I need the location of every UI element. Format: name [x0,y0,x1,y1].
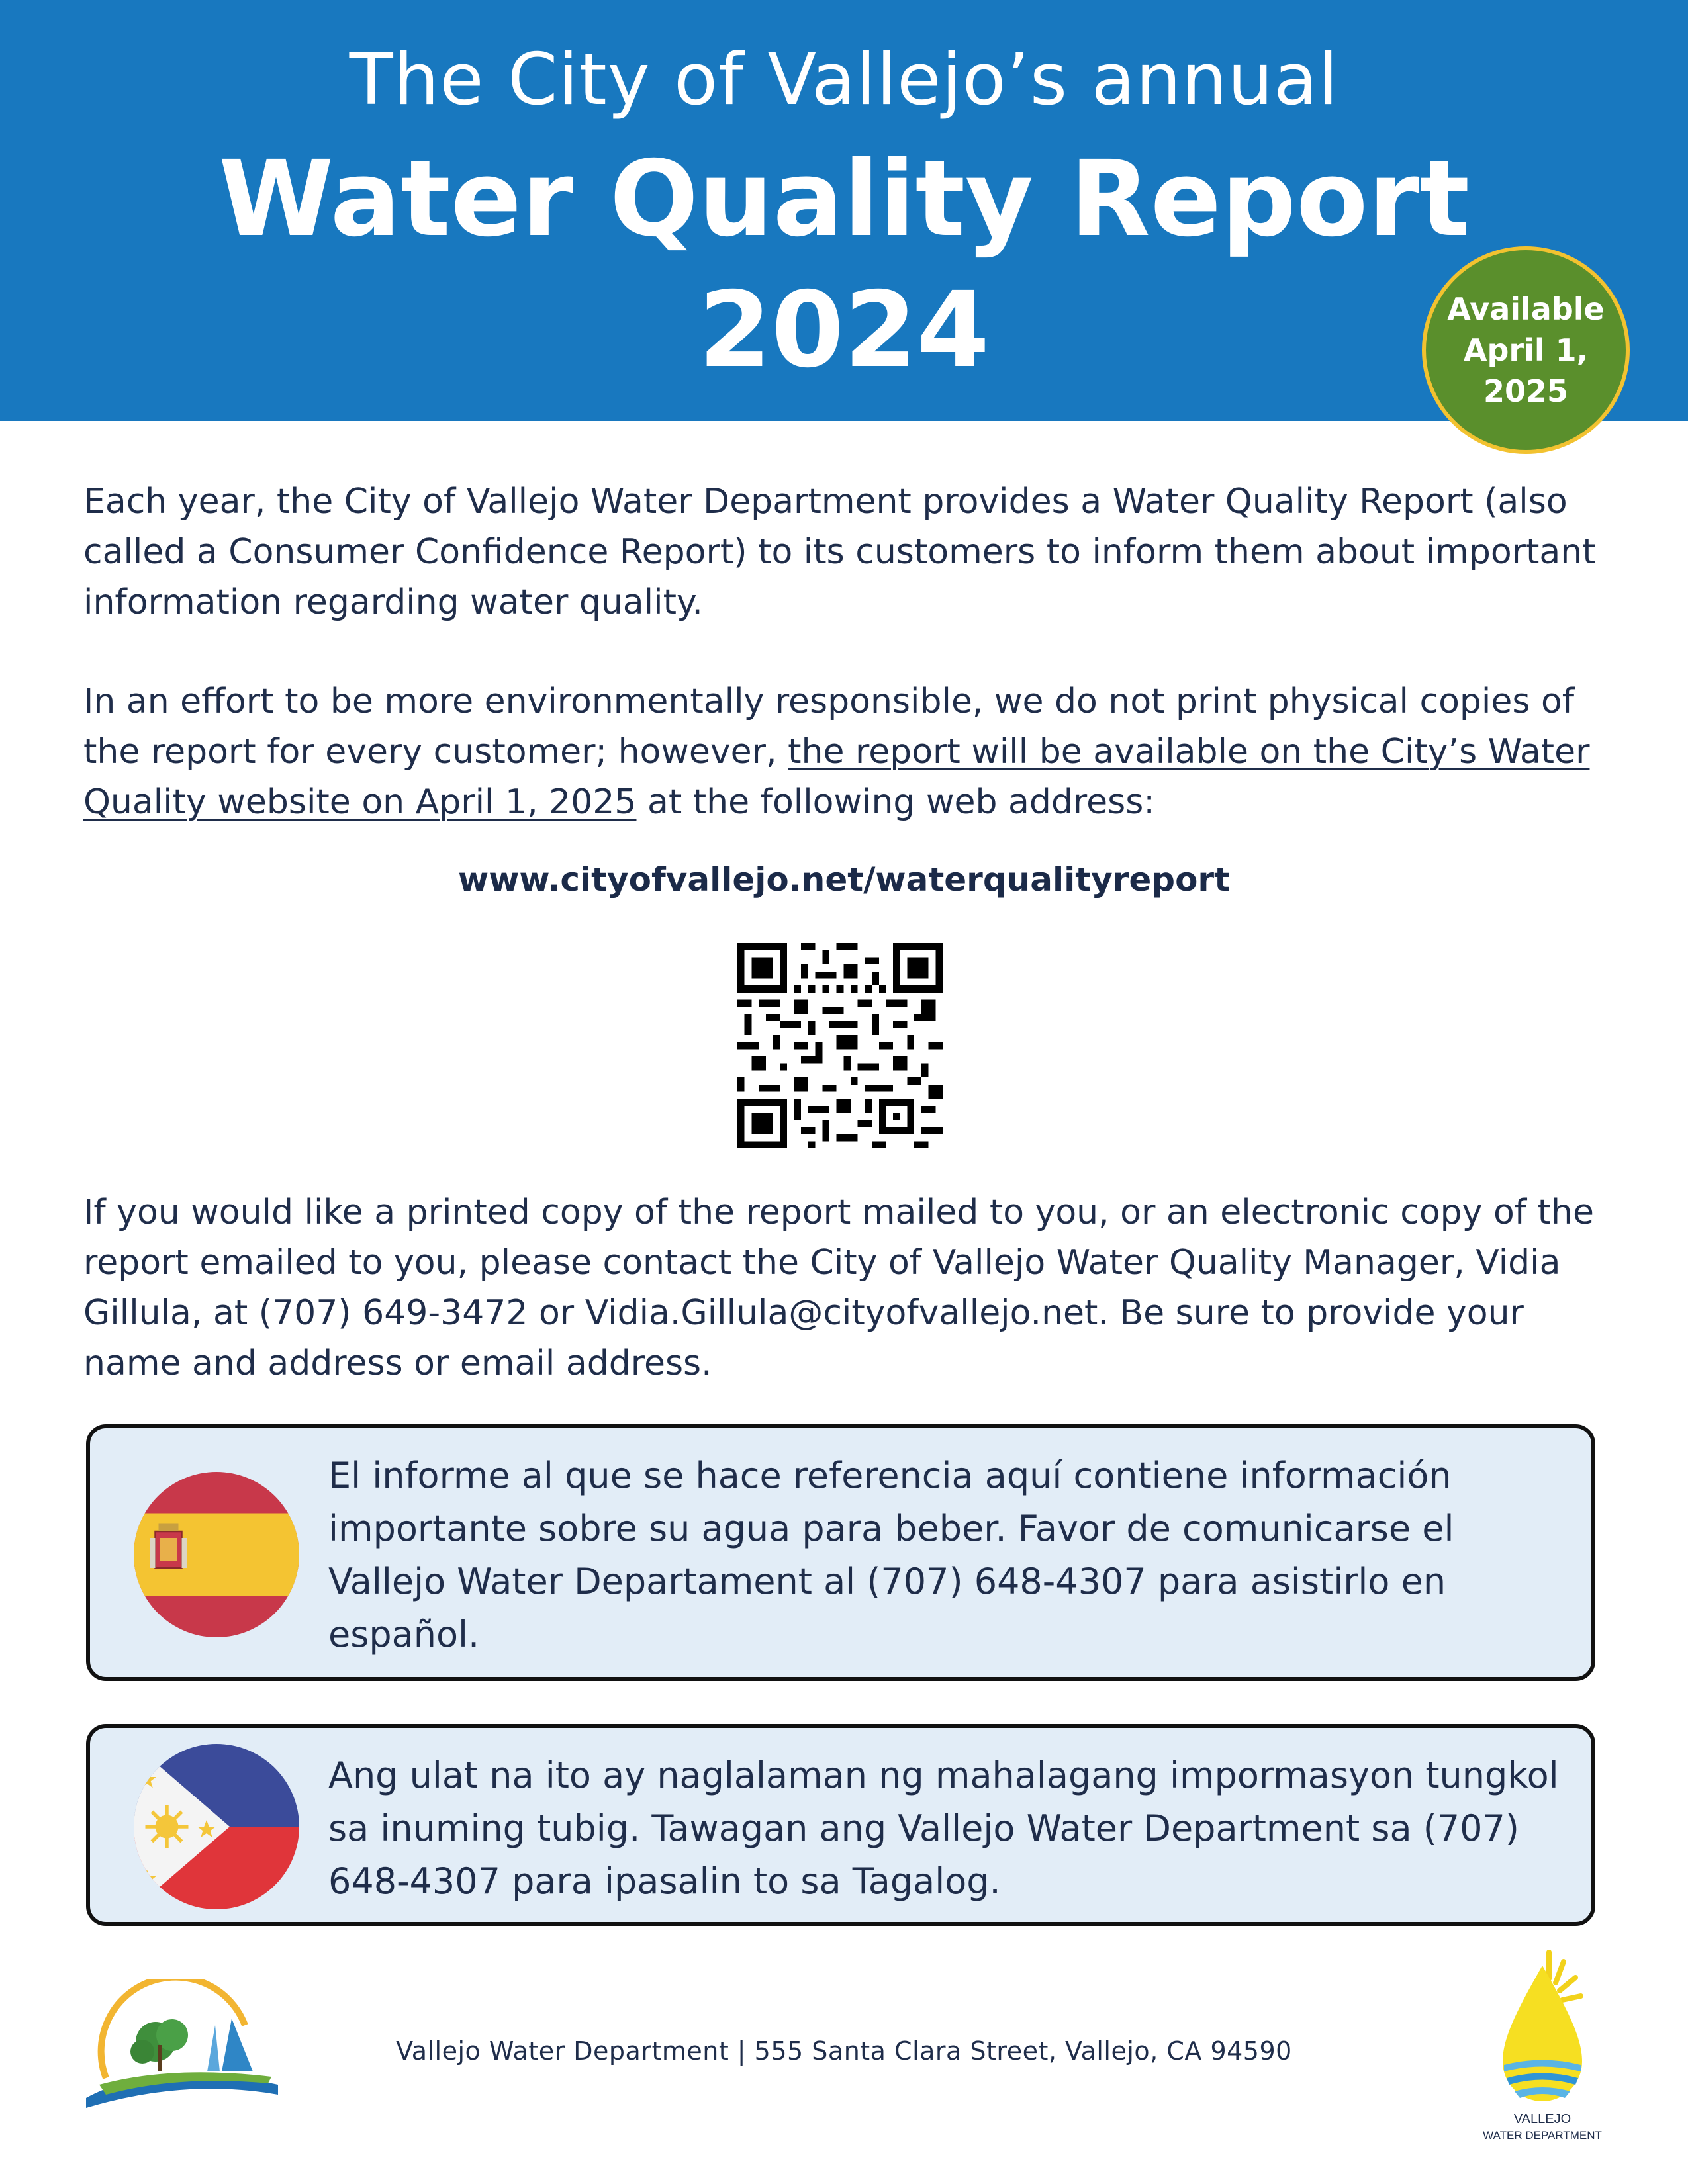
availability-link-text[interactable]: the report will be available on the City’s Water Quality website on April 1, 2025 [83,732,1590,822]
tagalog-notice-box [86,1724,1595,1926]
availability-paragraph [83,676,1606,827]
right-logo-line-2: WATER DEPARTMENT [1483,2129,1602,2142]
vallejo-water-department-logo [1476,1939,1609,2151]
spain-flag-icon [134,1472,299,1637]
footer-address: Vallejo Water Department | 555 Santa Clara Street, Vallejo, CA 94590 [396,2036,1292,2066]
header-subtitle: The City of Vallejo’s annual [349,38,1339,121]
spanish-notice-text: El informe al que se hace referencia aquí contiene información importante sobre su agua para beber. Favor de comunicarse el Vallejo Water Departament al (707) 648-4307 para asistirlo en español. [328,1455,1454,1655]
right-logo-line-1: VALLEJO [1513,2112,1571,2126]
contact-paragraph: If you would like a printed copy of the report mailed to you, or an electronic copy of the report emailed to you, please contact the City of Vallejo Water Quality Manager, Vidia Gillula, at (707) 649-3472 or Vidia.Gillula@cityofvallejo.net. Be sure to provide your name and address or email address. [83,1193,1594,1383]
intro-paragraph: Each year, the City of Vallejo Water Department provides a Water Quality Report (also called a Consumer Confidence Report) to its customers to inform them about important information regarding water quality. [83,482,1596,622]
qr-code[interactable] [737,943,943,1148]
availability-badge [1422,246,1630,454]
availability-text-before: In an effort to be more environmentally responsible, we do not print physical copies of the report for every customer; however, [83,682,1575,772]
badge-line-1: Available [1447,291,1605,327]
tagalog-notice-text: Ang ulat na ito ay naglalaman ng mahalagang impormasyon tungkol sa inuming tubig. Tawagan ang Vallejo Water Department sa (707) 648-4307 para ipasalin to sa Tagalog. [328,1754,1559,1902]
header-title: Water Quality Report [218,138,1470,260]
philippines-flag-icon [134,1744,299,1909]
badge-line-3: 2025 [1483,373,1569,409]
report-url[interactable]: www.cityofvallejo.net/waterqualityreport [458,860,1230,899]
badge-line-2: April 1, [1463,332,1589,368]
spanish-notice-box [86,1424,1595,1681]
availability-text-after: at the following web address: [636,782,1155,822]
header-year: 2024 [698,269,990,391]
